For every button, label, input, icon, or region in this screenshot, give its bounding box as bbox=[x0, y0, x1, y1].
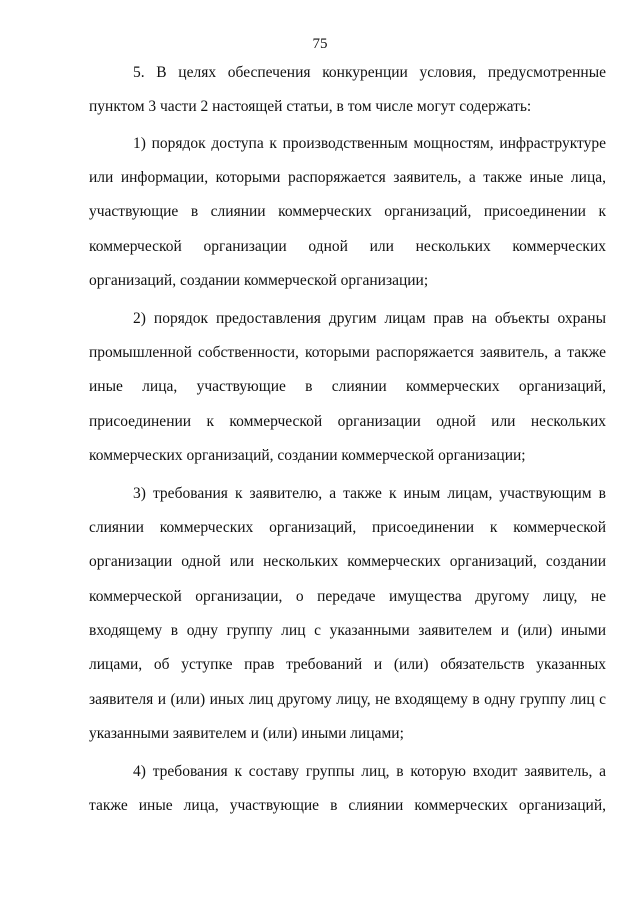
text-line: организации одной или нескольких коммерческих организаций, создании bbox=[89, 553, 606, 570]
text-line: коммерческой организации одной или нескольких коммерческих bbox=[89, 238, 606, 255]
text-line: также иные лица, участвующие в слиянии коммерческих организаций, bbox=[89, 797, 606, 814]
text-line: промышленной собственности, которыми распоряжается заявитель, а также bbox=[89, 344, 606, 361]
text-line: коммерческой организации, о передаче имущества другому лицу, не bbox=[89, 588, 606, 605]
text-line: коммерческих организаций, создании коммерческой организации; bbox=[89, 447, 526, 464]
text-line: пунктом 3 части 2 настоящей статьи, в том числе могут содержать: bbox=[89, 98, 532, 115]
text-line: лицами, об уступке прав требований и (или) обязательств указанных bbox=[89, 656, 606, 673]
text-line: 5. В целях обеспечения конкуренции условия, предусмотренные bbox=[133, 64, 606, 81]
text-line: 3) требования к заявителю, а также к иным лицам, участвующим в bbox=[133, 485, 606, 502]
text-line: или информации, которыми распоряжается заявитель, а также иные лица, bbox=[89, 169, 606, 186]
text-line: организаций, создании коммерческой организации; bbox=[89, 272, 429, 289]
text-line: заявителя и (или) иных лиц другому лицу, не входящему в одну группу лиц с bbox=[89, 691, 606, 708]
text-line: участвующие в слиянии коммерческих организаций, присоединении к bbox=[89, 203, 606, 220]
text-line: присоединении к коммерческой организации одной или нескольких bbox=[89, 413, 606, 430]
text-line: 1) порядок доступа к производственным мощностям, инфраструктуре bbox=[133, 135, 606, 152]
text-line: иные лица, участвующие в слиянии коммерческих организаций, bbox=[89, 378, 606, 395]
text-line: 4) требования к составу группы лиц, в которую входит заявитель, а bbox=[133, 763, 606, 780]
text-line: слиянии коммерческих организаций, присоединении к коммерческой bbox=[89, 519, 606, 536]
page-number: 75 bbox=[312, 36, 328, 52]
text-line: 2) порядок предоставления другим лицам прав на объекты охраны bbox=[133, 310, 606, 327]
text-line: входящему в одну группу лиц с указанными заявителем и (или) иными bbox=[89, 622, 606, 639]
text-line: указанными заявителем и (или) иными лицами; bbox=[89, 725, 404, 742]
